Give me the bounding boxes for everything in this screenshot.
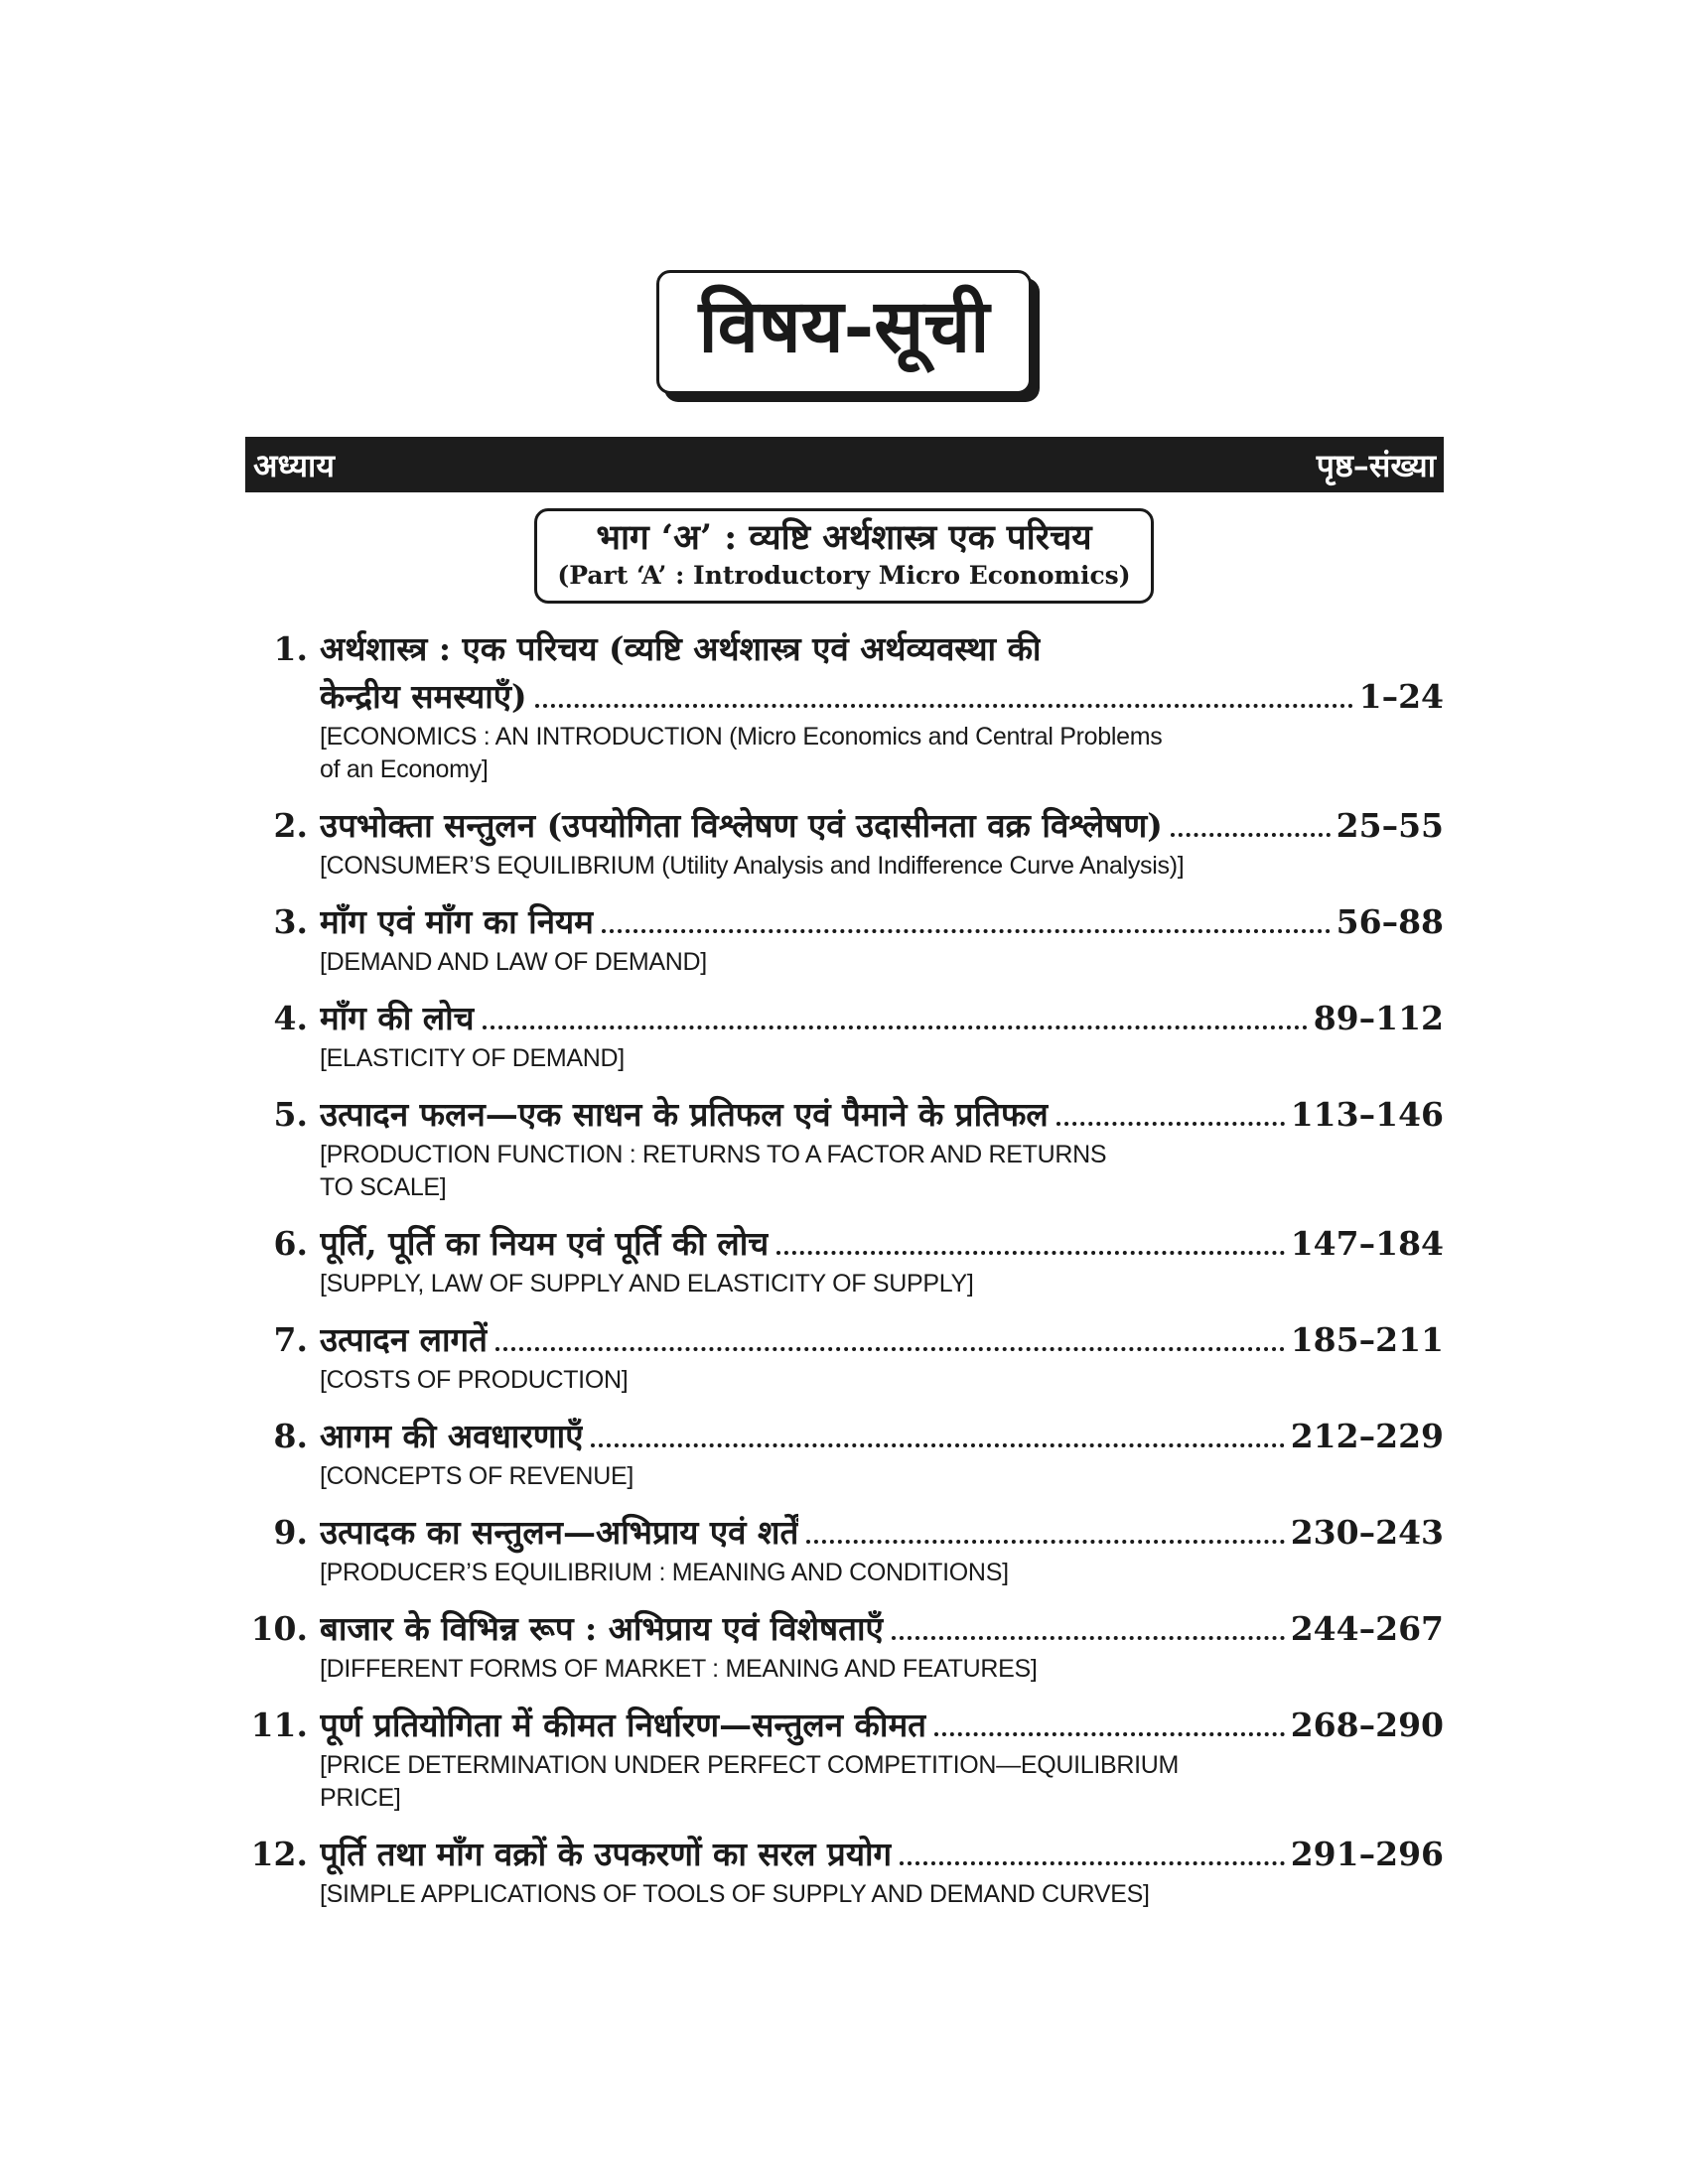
chapter-number: 8. <box>273 1417 308 1455</box>
page-range: 291–296 <box>1290 1835 1444 1873</box>
chapter-title: पूर्ण प्रतियोगिता में कीमत निर्धारण—सन्तुलन कीमत <box>320 1706 926 1744</box>
toc-entry[interactable] <box>238 995 1444 1075</box>
dot-leader <box>535 704 1353 708</box>
dot-leader <box>483 1025 1308 1029</box>
table-of-contents <box>238 625 1444 1927</box>
chapter-title-continued: केन्द्रीय समस्याएँ) <box>320 677 527 716</box>
chapter-number: 12. <box>250 1835 308 1873</box>
dot-leader <box>602 929 1331 933</box>
page-range: 89–112 <box>1313 999 1444 1037</box>
chapter-english-title: [PRODUCTION FUNCTION : RETURNS TO A FACTOR AND RETURNS TO SCALE] <box>320 1141 1107 1201</box>
page-range: 268–290 <box>1290 1706 1444 1744</box>
dot-leader <box>1171 833 1331 837</box>
toc-entry[interactable] <box>238 1605 1444 1686</box>
page-range: 244–267 <box>1290 1609 1444 1648</box>
dot-leader <box>495 1347 1285 1351</box>
chapter-title: उत्पादक का सन्तुलन—अभिप्राय एवं शर्तें <box>320 1513 799 1552</box>
chapter-english-title: [PRODUCER’S EQUILIBRIUM : MEANING AND CONDITIONS] <box>320 1559 1009 1586</box>
toc-entry[interactable] <box>238 802 1444 883</box>
chapter-number: 5. <box>273 1095 308 1134</box>
chapter-number: 9. <box>273 1513 308 1552</box>
toc-entry[interactable] <box>238 1413 1444 1493</box>
chapter-title: अर्थशास्त्र : एक परिचय (व्यष्टि अर्थशास्त्र एवं अर्थव्यवस्था की <box>320 629 1042 668</box>
part-title-english: (Part ‘A’ : Introductory Micro Economics) <box>557 560 1131 590</box>
chapter-english-title: [SIMPLE APPLICATIONS OF TOOLS OF SUPPLY AND DEMAND CURVES] <box>320 1880 1150 1908</box>
dot-leader <box>776 1251 1285 1255</box>
chapter-column-label: अध्याय <box>253 446 335 484</box>
dot-leader <box>892 1636 1285 1640</box>
chapter-english-title: [DIFFERENT FORMS OF MARKET : MEANING AND FEATURES] <box>320 1655 1038 1683</box>
column-header-bar <box>245 437 1444 492</box>
chapter-english-title: [ECONOMICS : AN INTRODUCTION (Micro Economics and Central Problems of an Economy] <box>320 723 1163 783</box>
toc-entry[interactable] <box>238 898 1444 979</box>
title-area <box>0 270 1688 394</box>
page-range: 230–243 <box>1290 1513 1444 1552</box>
toc-entry[interactable] <box>238 625 1444 786</box>
dot-leader <box>591 1443 1284 1447</box>
chapter-title: उत्पादन फलन—एक साधन के प्रतिफल एवं पैमाने के प्रतिफल <box>320 1095 1049 1134</box>
chapter-title: उपभोक्ता सन्तुलन (उपयोगिता विश्लेषण एवं उदासीनता वक्र विश्लेषण) <box>320 806 1163 845</box>
chapter-english-title: [CONSUMER’S EQUILIBRIUM (Utility Analysis and Indifference Curve Analysis)] <box>320 852 1185 880</box>
dot-leader <box>900 1861 1285 1865</box>
page-number-column-label: पृष्ठ–संख्या <box>1316 446 1436 484</box>
chapter-english-title: [SUPPLY, LAW OF SUPPLY AND ELASTICITY OF SUPPLY] <box>320 1270 974 1297</box>
chapter-number: 4. <box>273 999 308 1037</box>
chapter-title: उत्पादन लागतें <box>320 1320 488 1359</box>
chapter-number: 3. <box>273 902 308 941</box>
page-range: 185–211 <box>1290 1320 1444 1359</box>
toc-entry[interactable] <box>238 1316 1444 1397</box>
page-range: 25–55 <box>1336 806 1444 845</box>
toc-entry[interactable] <box>238 1509 1444 1589</box>
chapter-number: 2. <box>273 806 308 845</box>
part-heading-box <box>534 508 1153 604</box>
part-heading-area <box>0 508 1688 604</box>
chapter-english-title: [CONCEPTS OF REVENUE] <box>320 1462 633 1490</box>
dot-leader <box>934 1732 1285 1736</box>
dot-leader <box>1056 1122 1285 1126</box>
chapter-title: पूर्ति तथा माँग वक्रों के उपकरणों का सरल प्रयोग <box>320 1835 893 1873</box>
chapter-title: माँग की लोच <box>320 999 475 1037</box>
toc-entry[interactable] <box>238 1220 1444 1300</box>
chapter-number: 6. <box>273 1224 308 1263</box>
page-range: 147–184 <box>1290 1224 1444 1263</box>
chapter-english-title: [PRICE DETERMINATION UNDER PERFECT COMPETITION—EQUILIBRIUM PRICE] <box>320 1751 1180 1812</box>
chapter-number: 7. <box>273 1320 308 1359</box>
chapter-english-title: [ELASTICITY OF DEMAND] <box>320 1044 625 1072</box>
chapter-title: बाजार के विभिन्न रूप : अभिप्राय एवं विशेषताएँ <box>320 1609 884 1648</box>
page-range: 1–24 <box>1358 677 1444 716</box>
chapter-english-title: [DEMAND AND LAW OF DEMAND] <box>320 948 707 976</box>
chapter-title: माँग एवं माँग का नियम <box>320 902 594 941</box>
toc-entry[interactable] <box>238 1702 1444 1815</box>
chapter-title: आगम की अवधारणाएँ <box>320 1417 584 1455</box>
page-range: 212–229 <box>1290 1417 1444 1455</box>
page-range: 113–146 <box>1290 1095 1444 1134</box>
chapter-title: पूर्ति, पूर्ति का नियम एवं पूर्ति की लोच <box>320 1224 770 1263</box>
dot-leader <box>806 1540 1284 1544</box>
chapter-number: 11. <box>250 1706 308 1744</box>
part-title-hindi: भाग ‘अ’ : व्यष्टि अर्थशास्त्र एक परिचय <box>596 517 1092 558</box>
page-title: विषय-सूची <box>656 270 1033 394</box>
chapter-english-title: [COSTS OF PRODUCTION] <box>320 1366 629 1394</box>
toc-entry[interactable] <box>238 1091 1444 1204</box>
chapter-number: 10. <box>250 1609 308 1648</box>
chapter-number: 1. <box>273 629 308 668</box>
page-range: 56–88 <box>1336 902 1444 941</box>
toc-entry[interactable] <box>238 1831 1444 1911</box>
